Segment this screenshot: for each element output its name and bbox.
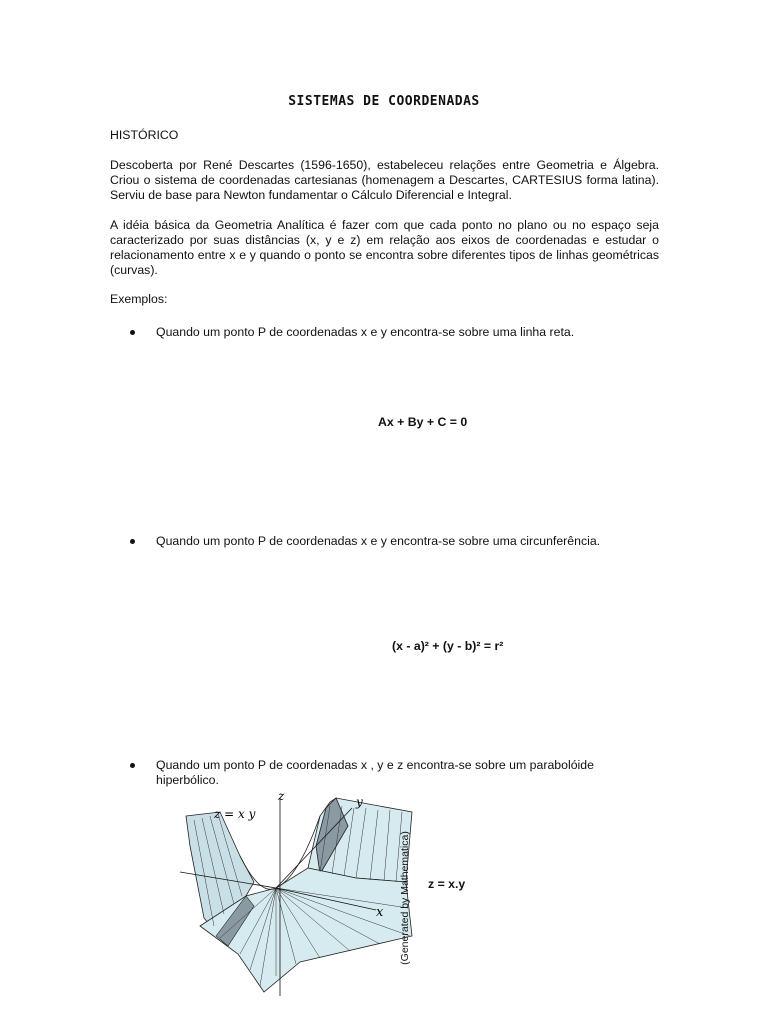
- formula-line: Ax + By + C = 0: [378, 415, 468, 429]
- formula-circle: (x - a)² + (y - b)² = r²: [392, 639, 504, 653]
- figure-credit: (Generated by Mathematica): [399, 831, 411, 965]
- axis-z-label: z: [278, 789, 285, 803]
- axis-y-label: y: [356, 795, 363, 809]
- section-heading: HISTÓRICO: [110, 128, 179, 142]
- paragraph-idea: A idéia básica da Geometria Analítica é fazer com que cada ponto no plano ou no espaço seja caracterizado por suas distâncias (x, y e z) em relação aos eixos de coordenadas e estudar o relacionamento entre x e y quando o ponto se encontra sobre diferentes tipos de linhas geométricas (curvas).: [110, 218, 659, 277]
- paragraph-history: Descoberta por René Descartes (1596-1650), estabeleceu relações entre Geometria e Álgebra. Criou o sistema de coordenadas cartesianas (homenagem a Descartes, CARTESIUS forma latina). Serviu de base para Newton fundamentar o Cálculo Diferencial e Integral.: [110, 158, 659, 202]
- examples-label: Exemplos:: [110, 292, 168, 306]
- page-title: SISTEMAS DE COORDENADAS: [288, 94, 480, 109]
- bullet-icon: [130, 330, 135, 335]
- list-item-text: Quando um ponto P de coordenadas x e y encontra-se sobre uma circunferência.: [156, 534, 601, 548]
- bullet-icon: [130, 763, 135, 768]
- formula-paraboloid: z = x.y: [428, 877, 466, 891]
- paraboloid-surface: [186, 798, 412, 992]
- surface-equation-label: z = x y: [214, 807, 256, 821]
- bullet-icon: [130, 539, 135, 544]
- list-item-text: Quando um ponto P de coordenadas x e y encontra-se sobre uma linha reta.: [156, 325, 575, 339]
- list-item-text: Quando um ponto P de coordenadas x , y e z encontra-se sobre um parabolóide hiperbólico.: [156, 758, 594, 787]
- axis-x-label: x: [376, 905, 384, 920]
- figure-credit-holder: [398, 828, 412, 968]
- paraboloid-figure: [180, 786, 420, 1000]
